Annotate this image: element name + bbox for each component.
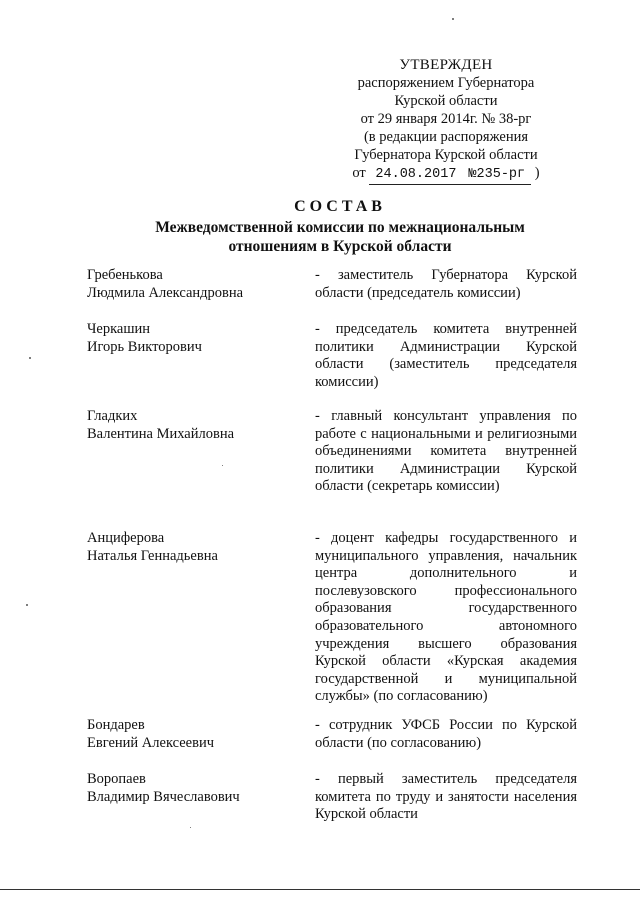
page-bottom-edge: [0, 889, 640, 890]
member-name: [87, 771, 292, 806]
approval-line-3: от 29 января 2014г. № 38-рг: [360, 111, 532, 127]
member-role: - председатель комитета внутренней политики Администрации Курской области (заместитель председателя комиссии): [315, 321, 577, 390]
member-surname: Гребенькова: [87, 267, 163, 283]
member-role: - доцент кафедры государственного и муниципального управления, начальник центра дополнительного и послевузовского профессионального образования государственного образовательного автономного учреждения высшего образования Курской области «Курская академия государственной и муниципальной службы» (по согласованию): [315, 530, 577, 705]
member-given-name: Игорь Викторович: [87, 338, 202, 355]
member-name: [87, 717, 292, 752]
number-value: 235-рг: [476, 167, 526, 182]
member-given-name: Владимир Вячеславович: [87, 788, 240, 805]
member-given-name: Наталья Геннадьевна: [87, 547, 218, 564]
approval-line-1: распоряжением Губернатора: [357, 75, 535, 91]
scan-speck: [190, 827, 191, 828]
member-surname: Гладких: [87, 408, 138, 424]
approval-line-4: (в редакции распоряжения: [363, 129, 529, 145]
member-role: - первый заместитель председателя комитета по труду и занятости населения Курской области: [315, 771, 577, 823]
scan-speck: [222, 465, 223, 466]
closing-paren: ): [534, 165, 540, 181]
member-role: - главный консультант управления по работе с национальными и религиозными объединениями комитета внутренней политики Администрации Курской области (секретарь комиссии): [315, 408, 577, 495]
scan-speck: [26, 604, 28, 606]
member-name: [87, 530, 292, 565]
member-name: [87, 321, 292, 356]
approval-date-line: [300, 164, 592, 185]
amendment-number: [462, 166, 531, 185]
scan-speck: [452, 18, 454, 20]
scan-speck: [29, 357, 31, 359]
document-title: [60, 196, 620, 256]
title-line-1: Межведомственной комиссии по межнациональным: [155, 219, 525, 236]
member-given-name: Валентина Михайловна: [87, 425, 235, 442]
member-surname: Воропаев: [87, 771, 146, 787]
member-surname: Черкашин: [87, 321, 151, 337]
amendment-date: 24.08.2017: [369, 166, 462, 185]
approval-heading: УТВЕРЖДЕН: [399, 57, 493, 73]
approval-line-5: Губернатора Курской области: [354, 147, 538, 163]
member-name: [87, 267, 292, 302]
member-role: - сотрудник УФСБ России по Курской области (по согласованию): [315, 717, 577, 751]
approval-line-2: Курской области: [394, 93, 498, 109]
date-prefix: от: [352, 165, 366, 181]
title-line-2: отношениям в Курской области: [228, 238, 452, 255]
title-main: СОСТАВ: [294, 198, 386, 215]
member-surname: Бондарев: [87, 717, 145, 733]
member-given-name: Людмила Александровна: [87, 284, 244, 301]
member-role: - заместитель Губернатора Курской области (председатель комиссии): [315, 267, 577, 301]
member-surname: Анциферова: [87, 530, 165, 546]
member-given-name: Евгений Алексеевич: [87, 734, 215, 751]
number-prefix: №: [468, 167, 477, 182]
member-name: [87, 408, 292, 443]
approval-stamp: [300, 56, 592, 185]
